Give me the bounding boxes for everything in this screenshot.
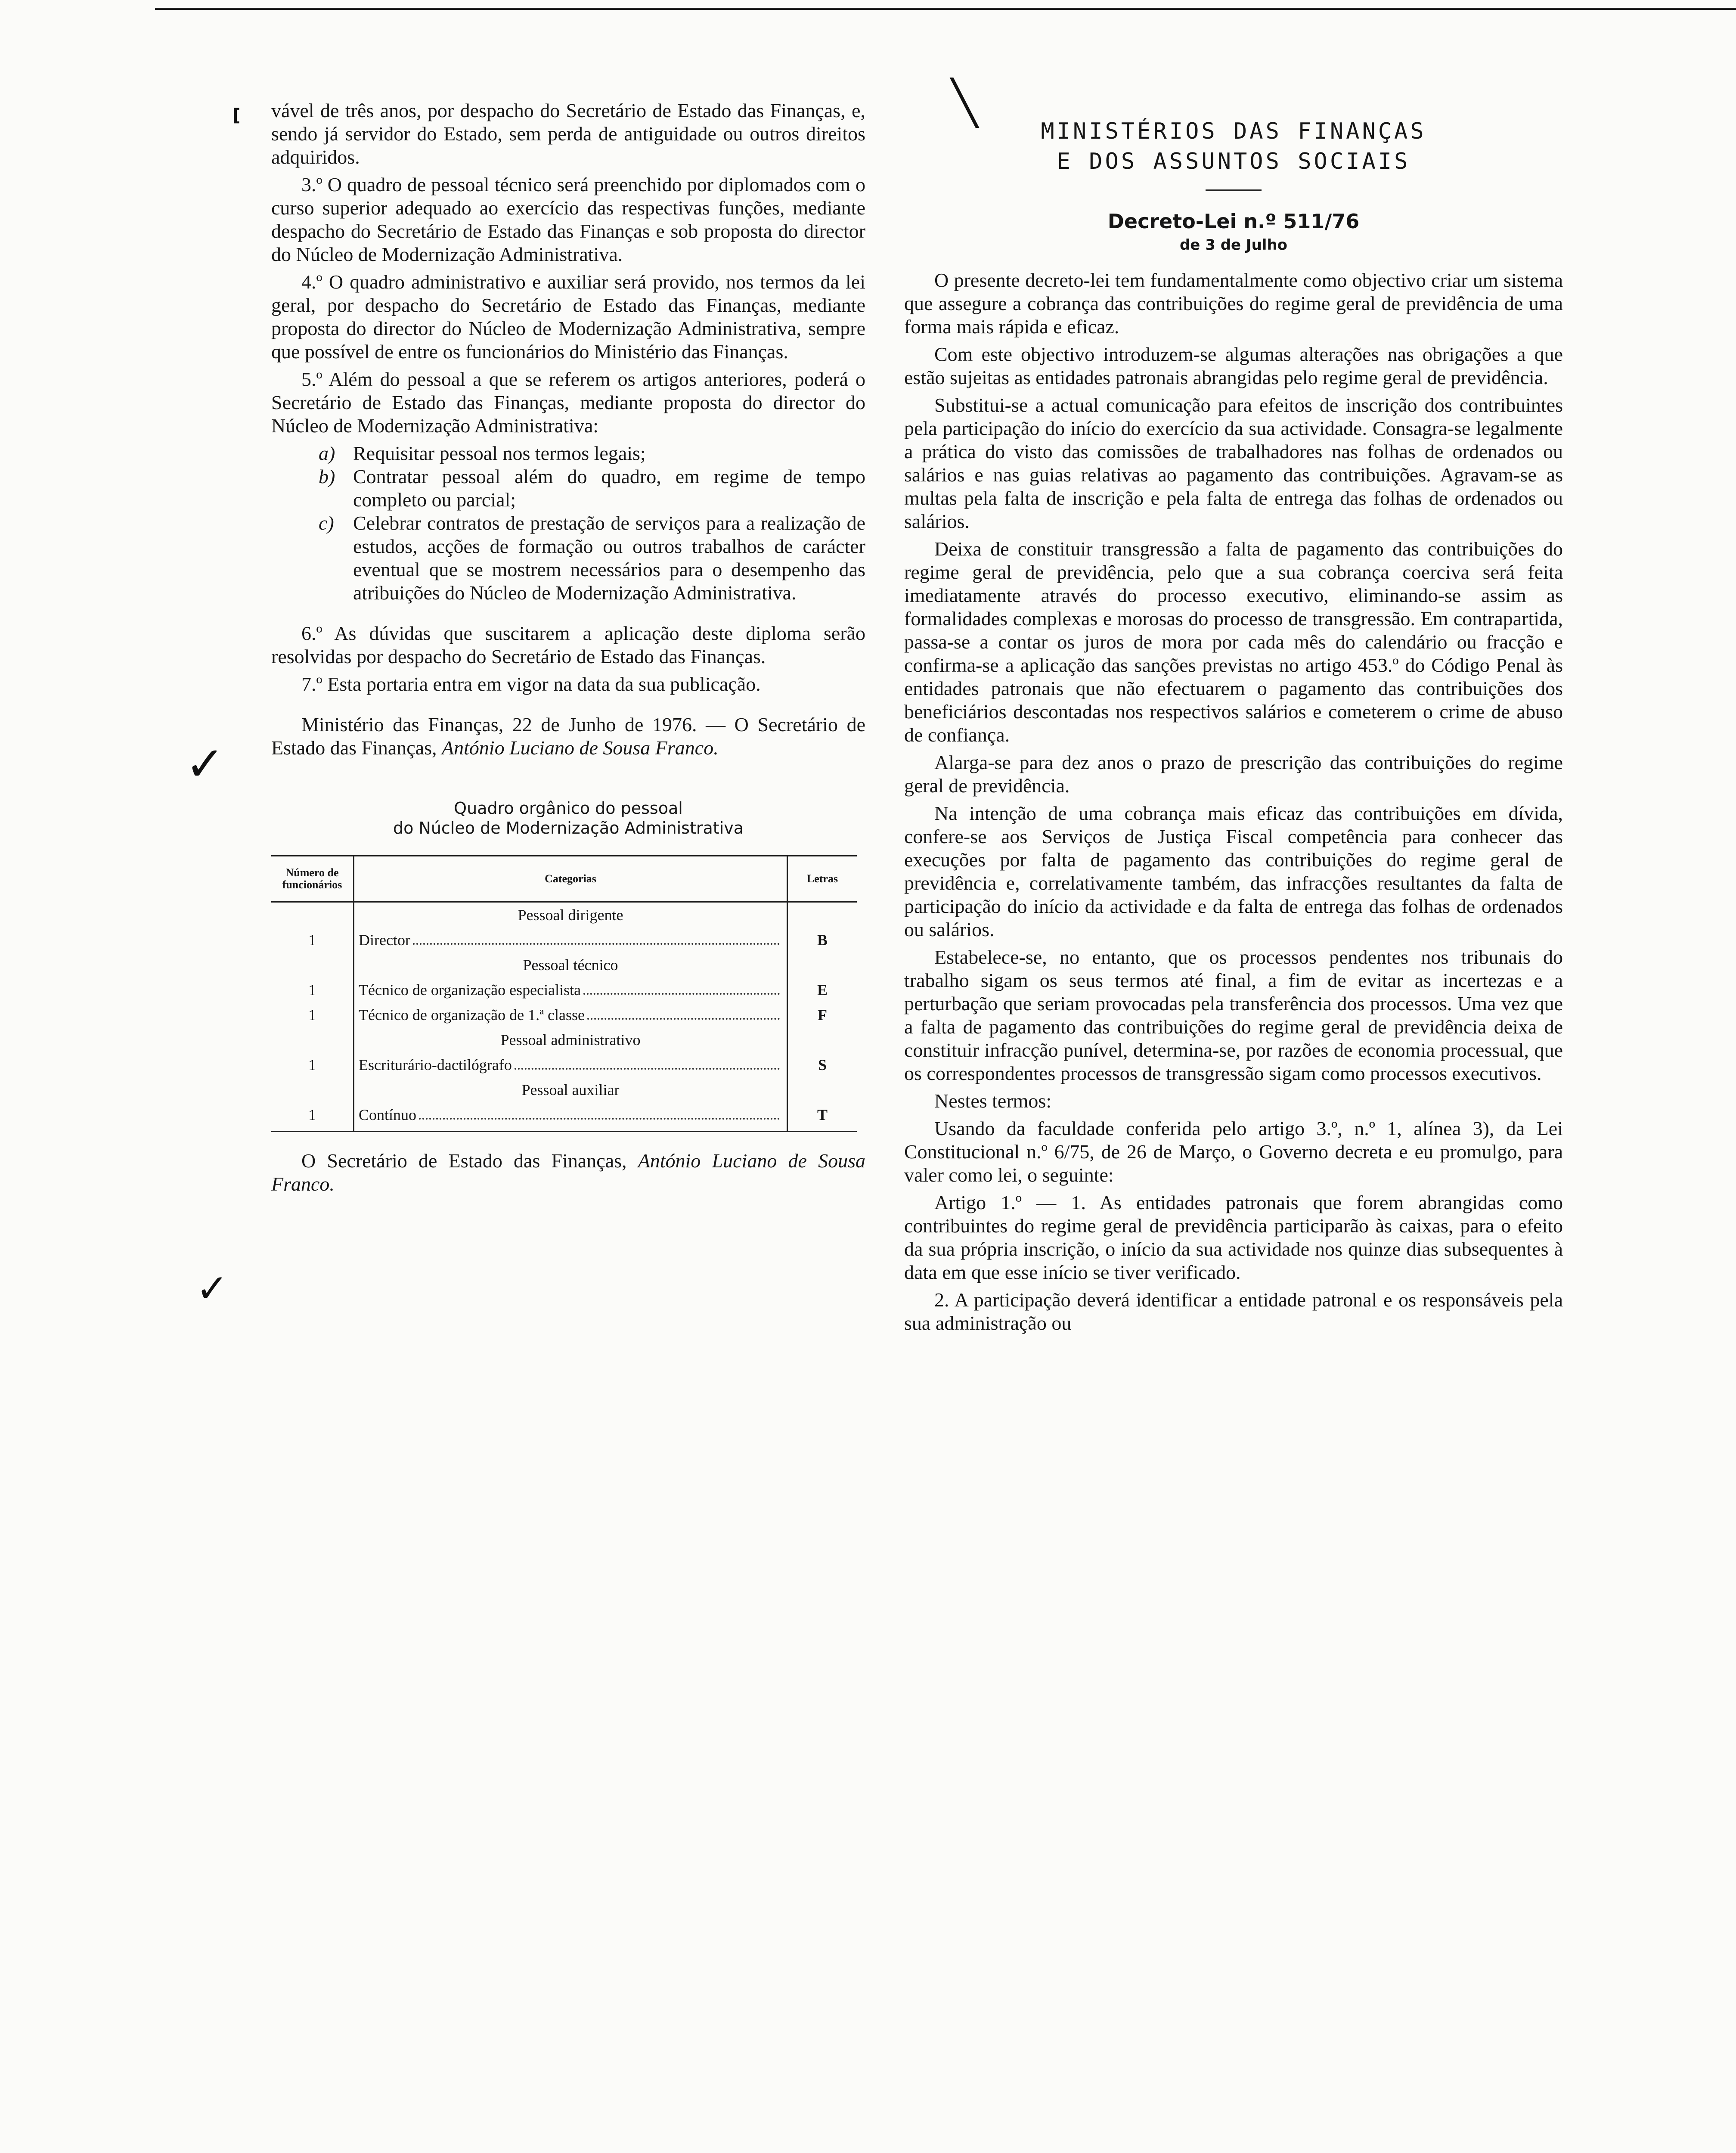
paragraph-3: 3.º O quadro de pessoal técnico será preenchido por diplomados com o curso superior adequado ao exercício das respectivas funções, mediante despacho do Secretário de Estado das Finanças e sob proposta do director do Núcleo de Modernização Administrativa. [271, 174, 865, 265]
item-letter: a) [319, 442, 335, 464]
paragraph-4: 4.º O quadro administrativo e auxiliar será provido, nos termos da lei geral, por despacho do Secretário de Estado das Finanças, mediante proposta do director do Núcleo de Modernização Administrativa, sempre que possível de entre os funcionários do Ministério das Finanças. [271, 271, 865, 363]
cell-category: Técnico de organização especialista [359, 981, 581, 999]
pen-stroke-annotation: ╲ [952, 78, 978, 128]
table-row [271, 1002, 857, 1027]
cell-letter: B [787, 928, 857, 952]
item-text: Celebrar contratos de prestação de serviços para a realização de estudos, acções de formação ou outros trabalhos de carácter eventual que se mostrem necessários para o desempenho das atribuições do Núcleo de Modernização Administrativa. [353, 512, 865, 604]
cell-number: 1 [271, 1102, 354, 1132]
decree-paragraph: Estabelece-se, no entanto, que os processos pendentes nos tribunais do trabalho sigam os seus termos até final, a fim de evitar as incertezas e a perturbação que seriam provocadas pela transferência dos processos. Uma vez que a falta de pagamento das contribuições do regime geral de previdência deixa de constituir infracção punível, determina-se, por razões de economia processual, que os correspondentes processos de transgressão sigam como processos executivos. [904, 946, 1563, 1084]
staff-table [271, 855, 857, 1132]
decree-paragraph: Na intenção de uma cobrança mais eficaz das contribuições em dívida, confere-se aos Serviços de Justiça Fiscal competência para conhecer das execuções por falta de pagamento das contribuições do regime geral de previdência e, correlativamente também, das infracções resultantes da falta de participação do início da actividade e da falta de entrega das folhas de ordenados ou salários. [904, 802, 1563, 940]
article-paragraph: 2. A participação deverá identificar a entidade patronal e os responsáveis pela sua administração ou [904, 1289, 1563, 1334]
item-letter: b) [319, 465, 335, 487]
ministry-heading-line-2: E DOS ASSUNTOS SOCIAIS [1057, 149, 1410, 174]
item-text: Requisitar pessoal nos termos legais; [353, 442, 646, 464]
cell-letter: F [787, 1002, 857, 1027]
heading-rule [1206, 189, 1262, 191]
top-page-rule [155, 0, 1736, 10]
decree-title: Decreto-Lei n.º 511/76 [1107, 210, 1360, 233]
signatory-name: António Luciano de Sousa Franco. [271, 1150, 865, 1195]
header-number: Número de funcionários [271, 856, 354, 902]
left-column [271, 99, 865, 1196]
list-item [319, 465, 865, 512]
cell-category: Director [359, 931, 410, 949]
header-categories: Categorias [354, 856, 787, 902]
group-heading: Pessoal técnico [523, 956, 618, 974]
table-row [271, 928, 857, 952]
article-paragraph: Artigo 1.º — 1. As entidades patronais que forem abrangidas como contribuintes do regime geral de previdência participarão às caixas, para o efeito da sua própria inscrição, o início da sua actividade nos quinze dias subsequentes à data em que esse início se tiver verificado. [904, 1191, 1563, 1283]
paragraph-5: 5.º Além do pessoal a que se referem os artigos anteriores, poderá o Secretário de Estado das Finanças, mediante proposta do director do Núcleo de Modernização Administrativa: [271, 368, 865, 437]
group-heading: Pessoal auxiliar [521, 1081, 620, 1098]
signatory-name: António Luciano de Sousa Franco. [442, 737, 719, 759]
cell-number: 1 [271, 977, 354, 1002]
cell-letter: E [787, 977, 857, 1002]
cell-category: Técnico de organização de 1.ª classe [359, 1006, 585, 1024]
group-heading-row [271, 1077, 857, 1102]
table-title: Quadro orgânico do pessoal [454, 799, 683, 818]
cell-letter: T [787, 1102, 857, 1132]
checkmark-annotation: ✓ [196, 1266, 229, 1311]
table-signature [271, 1149, 865, 1196]
group-heading: Pessoal administrativo [500, 1031, 641, 1049]
cell-letter: S [787, 1052, 857, 1077]
right-column [904, 99, 1563, 1335]
decree-paragraph: Com este objectivo introduzem-se algumas alterações nas obrigações a que estão sujeitas as entidades patronais abrangidas pelo regime geral de previdência. [904, 343, 1563, 388]
paragraph-7: 7.º Esta portaria entra em vigor na data da sua publicação. [301, 673, 761, 695]
table-row [271, 1052, 857, 1077]
checkmark-annotation: ✓ [185, 736, 225, 791]
decree-paragraph: Alarga-se para dez anos o prazo de prescrição das contribuições do regime geral de previdência. [904, 751, 1563, 797]
table-header-row [271, 856, 857, 902]
cell-category: Escriturário-dactilógrafo [359, 1056, 512, 1073]
group-heading: Pessoal dirigente [518, 906, 623, 924]
table-row [271, 1102, 857, 1132]
cell-number: 1 [271, 1052, 354, 1077]
signature-text: Ministério das Finanças, 22 de Junho de 1976. — O Secretário de Estado das Finanças, [271, 714, 865, 759]
cell-number: 1 [271, 928, 354, 952]
decree-paragraph: O presente decreto-lei tem fundamentalmente como objectivo criar um sistema que assegure a cobrança das contribuições do regime geral de previdência de uma forma mais rápida e eficaz. [904, 269, 1563, 338]
group-heading-row [271, 952, 857, 977]
table-row [271, 977, 857, 1002]
cell-number: 1 [271, 1002, 354, 1027]
signature-text: O Secretário de Estado das Finanças, [301, 1150, 627, 1172]
group-heading-row [271, 902, 857, 928]
item-text: Contratar pessoal além do quadro, em regime de tempo completo ou parcial; [353, 465, 865, 511]
cell-category: Contínuo [359, 1106, 417, 1123]
decree-paragraph: Nestes termos: [934, 1090, 1052, 1112]
item-letter: c) [319, 512, 334, 534]
decree-paragraph: Deixa de constituir transgressão a falta de pagamento das contribuições do regime geral de previdência, pelo que a sua cobrança coerciva será feita imediatamente através do processo executivo, eliminando-se assim as formalidades complexas e morosas do processo de transgressão. Em contrapartida, passa-se a contar os juros de mora por cada mês do calendário ou fracção e confirma-se a aplicação das sanções previstas no artigo 453.º do Código Penal às entidades patronais que não efectuarem o pagamento das contribuições dos beneficiários descontadas nos respectivos salários e cometerem o crime de abuso de confiança. [904, 538, 1563, 746]
list-item [319, 442, 865, 465]
ministry-heading: MINISTÉRIOS DAS FINANÇAS [1041, 118, 1426, 144]
header-letters: Letras [787, 856, 857, 902]
table-subtitle: do Núcleo de Modernização Administrativa [393, 819, 744, 838]
decree-paragraph: Usando da faculdade conferida pelo artigo 3.º, n.º 1, alínea 3), da Lei Constitucional n.º 6/75, de 26 de Março, o Governo decreta e eu promulgo, para valer como lei, o seguinte: [904, 1117, 1563, 1186]
list-item [319, 512, 865, 605]
margin-bracket-mark: [ [232, 105, 241, 125]
paragraph-6: 6.º As dúvidas que suscitarem a aplicação deste diploma serão resolvidas por despacho do Secretário de Estado das Finanças. [271, 622, 865, 667]
group-heading-row [271, 1027, 857, 1052]
decree-date: de 3 de Julho [1179, 236, 1288, 254]
subparagraph-list [319, 442, 865, 605]
signature-block [271, 713, 865, 760]
decree-paragraph: Substitui-se a actual comunicação para efeitos de inscrição dos contribuintes pela participação do início do exercício da sua actividade. Consagra-se legalmente a prática do visto das comissões de trabalhadores nas folhas de ordenados ou salários e nas guias relativas ao pagamento das contribuições. Agravam-se as multas pela falta de inscrição e pela falta de entrega das folhas de ordenados ou salários. [904, 394, 1563, 532]
paragraph-continued: vável de três anos, por despacho do Secretário de Estado das Finanças, e, sendo já servidor do Estado, sem perda de antiguidade ou outros direitos adquiridos. [271, 99, 865, 168]
